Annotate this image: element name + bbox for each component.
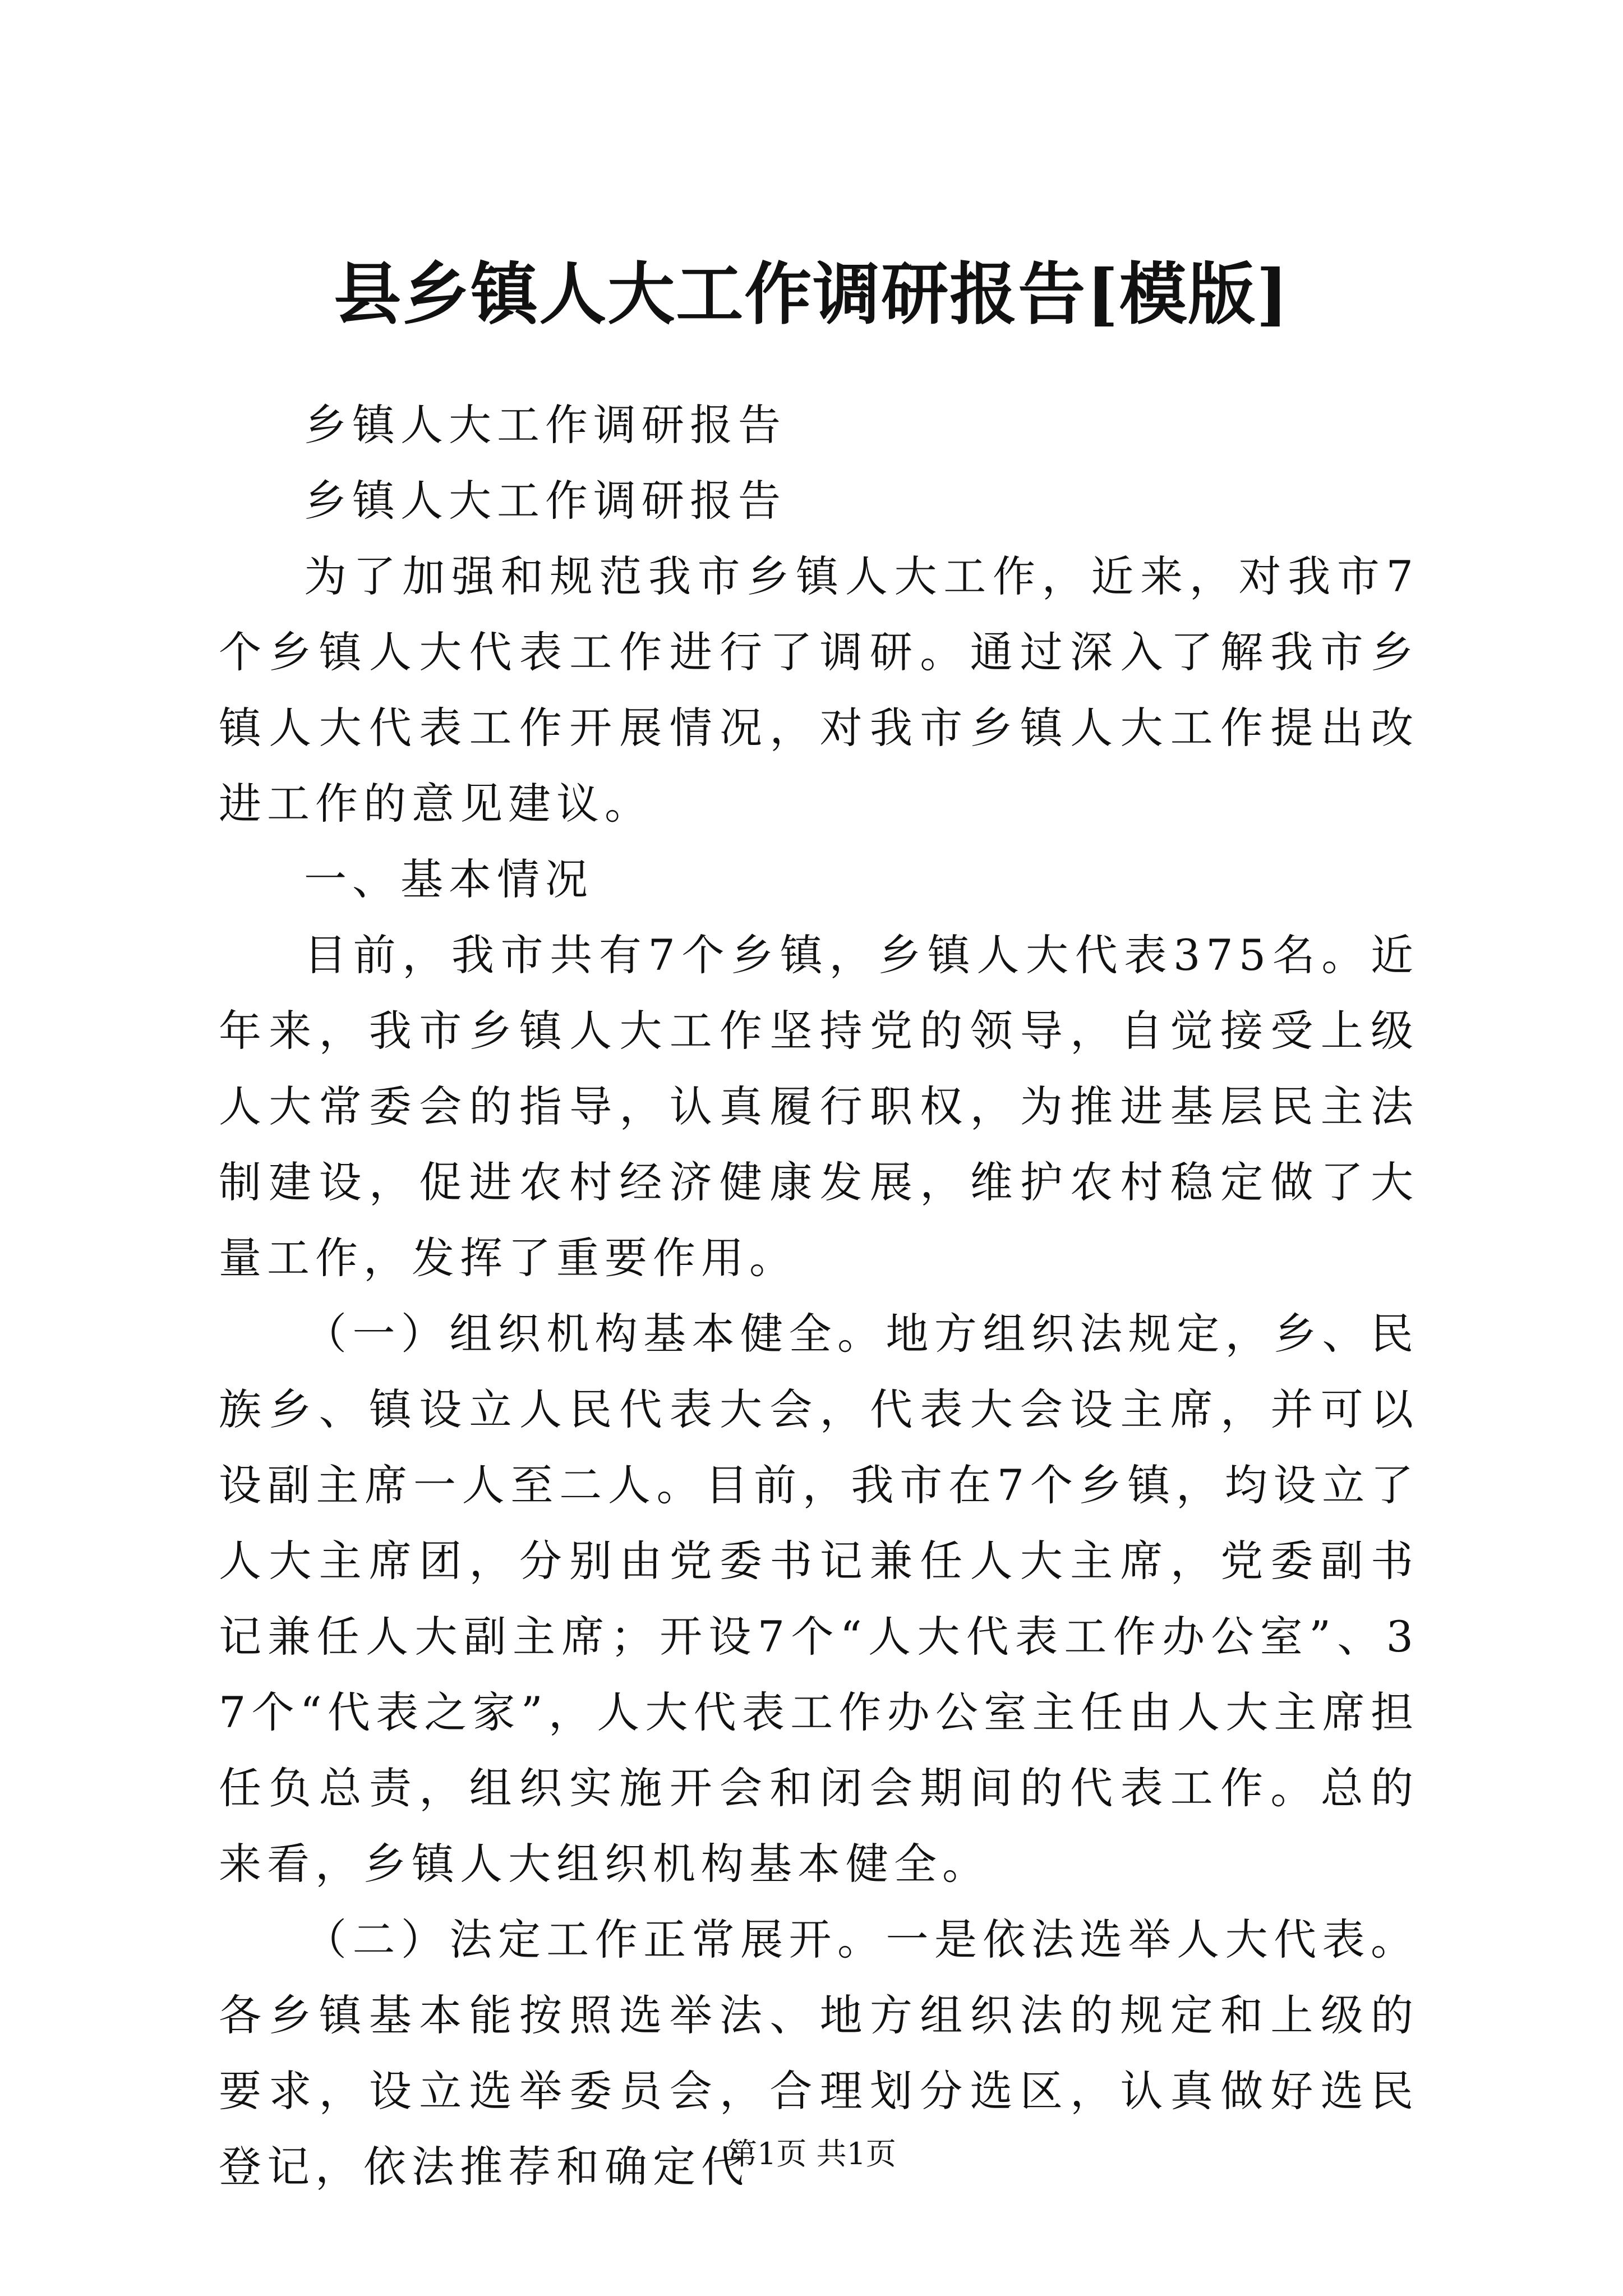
paragraph-overview: 目前，我市共有7个乡镇，乡镇人大代表375名。近年来，我市乡镇人大工作坚持党的领导，自觉接受上级人大常委会的指导，认真履行职权，为推进基层民主法制建设，促进农村经济健康发展，维护农村稳定做了大量工作，发挥了重要作用。 <box>219 930 1419 1283</box>
paragraph-subtitle-1: 乡镇人大工作调研报告 <box>304 400 786 450</box>
paragraph-subtitle-2: 乡镇人大工作调研报告 <box>304 476 786 526</box>
section-heading-basic-situation: 一、基本情况 <box>304 854 593 904</box>
page-footer: 第1页 共1页 <box>727 2136 896 2171</box>
paragraph-intro: 为了加强和规范我市乡镇人大工作，近来，对我市7个乡镇人大代表工作进行了调研。通过深入了解我市乡镇人大代表工作开展情况，对我市乡镇人大工作提出改进工作的意见建议。 <box>219 551 1419 829</box>
paragraph-statutory-work: （二）法定工作正常展开。一是依法选举人大代表。各乡镇基本能按照选举法、地方组织法的规定和上级的要求，设立选举委员会，合理划分选区，认真做好选民登记，依法推荐和确定代 <box>219 1915 1419 2192</box>
paragraph-organization: （一）组织机构基本健全。地方组织法规定，乡、民族乡、镇设立人民代表大会，代表大会设主席，并可以设副主席一人至二人。目前，我市在7个乡镇，均设立了人大主席团，分别由党委书记兼任人大主席，党委副书记兼任人大副主席；开设7个“人大代表工作办公室”、37个“代表之家”，人大代表工作办公室主任由人大主席担任负总责，组织实施开会和闭会期间的代表工作。总的来看，乡镇人大组织机构基本健全。 <box>219 1309 1419 1889</box>
document-body <box>219 387 1419 2205</box>
document-title: 县乡镇人大工作调研报告[模版] <box>334 255 1289 334</box>
